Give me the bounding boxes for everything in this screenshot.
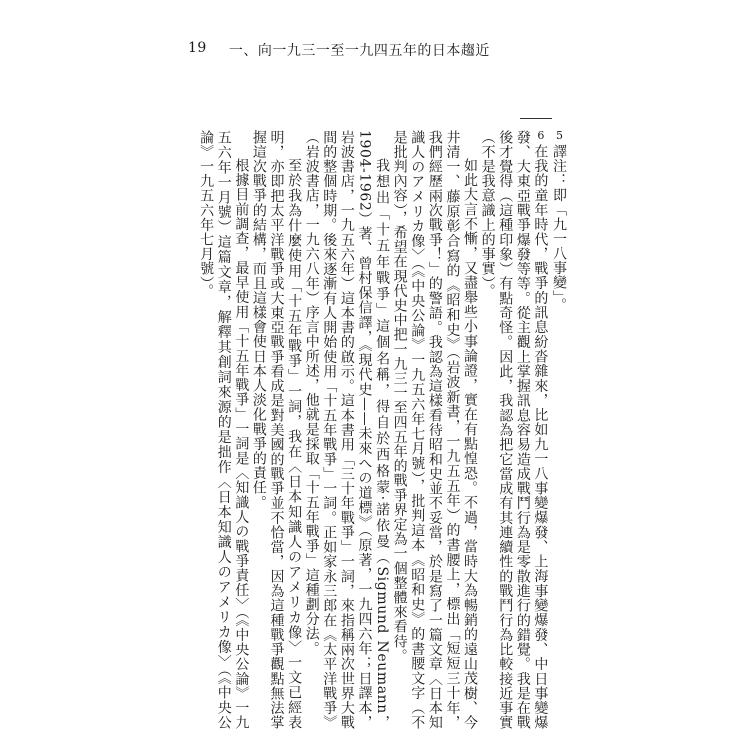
- running-header: [188, 40, 490, 60]
- footnote-6: [478, 130, 549, 730]
- footnote-text: 在我的童年時代，戰爭的訊息紛沓雜來，比如九一八事變爆發、上海事變爆發、中日事變爆發、大東亞戰爭爆發等等。從主觀上掌握訊息容易造成戰鬥行為是零散進行的錯覺。我是在戰後才覺得（這種印象）有點奇怪。因此，我認為把它當成有其連續性的戰鬥行為比較接近事實（不是我意識上的事實）。: [479, 130, 549, 730]
- footnote-marker: 6: [537, 130, 545, 141]
- paragraph: 我想出「十五年戰爭」這個名稱，得自於西格蒙‧諾依曼（Sigmund Neumann，1904-1962）著、曾村保信譯，《現代史——未來への道標》（原著，一九四六年；日譯本，岩波書店，一九五六年）這本書的啟示。這本書用「三十年戰爭」一詞，來指稱兩次世界大戰間的整個時期。後來逐漸有人開始使用「十五年戰爭」一詞。正如家永三郎在《太平洋戰爭》（岩波書店，一九六八年）序言中所述，他就是採取「十五年戰爭」這種劃分法。: [303, 130, 391, 730]
- paragraph: 至於我為什麼使用「十五年戰爭」一詞，我在〈日本知識人のアメリカ像〉一文已經表明，亦即把太平洋戰爭或大東亞戰爭看成是對美國的戰爭並不恰當，因為這種戰爭觀點無法掌握這次戰爭的結構，而且這樣會使日本人淡化戰爭的責任。: [250, 130, 303, 730]
- chapter-title: 一、向一九三一至一九四五年的日本趨近: [228, 43, 490, 59]
- page-number: 19: [188, 40, 207, 56]
- footnote-5: [549, 130, 568, 730]
- footnote-divider: [520, 118, 552, 119]
- footnote-text: 譯注：即「九一八事變」。: [551, 144, 567, 313]
- paragraph: 如此大言不慚，又盡舉些小事論證，實在有點惶恐。不過，當時大為暢銷的遠山茂樹、今井清一、藤原彰合寫的《昭和史》（岩波新書，一九五五年）的書腰上，標出「短短三十年，我們經歷兩次戰爭！」的警語。我認為這樣看待昭和史並不妥當，於是寫了一篇文章〈日本知識人のアメリカ像〉（《中央公論》一九五六年七月號），批判這本《昭和史》的書腰文字（不是批判內容），希望在現代史中把一九三一至四五年的戰爭界定為一個整體來看待。: [391, 130, 479, 730]
- footnote-marker: 5: [556, 130, 563, 141]
- paragraph: 根據目前調查，最早使用「十五年戰爭」一詞是〈知識人の戰爭責任〉（《中央公論》一九五六年一月號）這篇文章，解釋其創詞來源的是拙作〈日本知識人のアメリカ像〉（《中央公論》一九五六年七月號）。: [198, 130, 250, 730]
- vertical-text-body: [188, 130, 568, 730]
